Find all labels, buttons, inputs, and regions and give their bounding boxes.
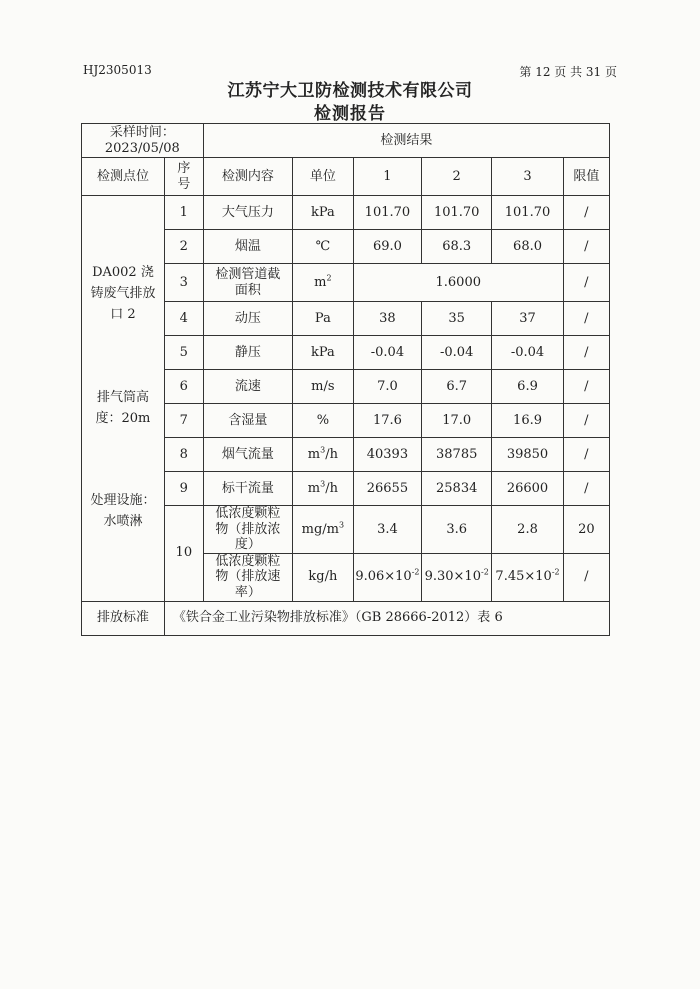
row-item: 动压 (203, 302, 292, 336)
results-table (81, 123, 610, 636)
row-limit: / (563, 302, 609, 336)
row-unit: % (292, 404, 353, 438)
col-header-item: 检测内容 (203, 158, 292, 196)
results-header: 检测结果 (203, 124, 609, 158)
row-value-1: 69.0 (353, 230, 421, 264)
row-value-1: 7.0 (353, 370, 421, 404)
row-unit: Pa (292, 302, 353, 336)
row-item: 含湿量 (203, 404, 292, 438)
unit-sup: 2 (326, 273, 332, 283)
col-header-2: 2 (422, 158, 492, 196)
row-limit: / (563, 404, 609, 438)
value-exp: -2 (411, 568, 420, 578)
row-limit: / (563, 553, 609, 601)
row-item: 标干流量 (203, 472, 292, 506)
value-exp: -2 (551, 568, 560, 578)
unit-sup: 3 (320, 445, 326, 455)
row-value-2 (422, 553, 492, 601)
row-unit: m/s (292, 370, 353, 404)
row-limit: / (563, 336, 609, 370)
row-unit: kPa (292, 196, 353, 230)
row-value-2: 3.6 (422, 506, 492, 554)
row-unit: ℃ (292, 230, 353, 264)
point-name: DA002 浇铸废气排放口 2 (90, 265, 156, 323)
value-base: 9.30×10 (424, 569, 481, 585)
company-name: 江苏宁大卫防检测技术有限公司 (227, 81, 473, 101)
value-base: 7.45×10 (495, 569, 552, 585)
row-unit (292, 472, 353, 506)
row-seq: 10 (164, 506, 203, 602)
row-unit (292, 438, 353, 472)
row-value-merged: 1.6000 (353, 264, 563, 302)
row-value-1: 40393 (353, 438, 421, 472)
col-header-limit: 限值 (563, 158, 609, 196)
row-value-2: 68.3 (422, 230, 492, 264)
row-item: 大气压力 (203, 196, 292, 230)
row-value-2: 17.0 (422, 404, 492, 438)
col-header-unit: 单位 (292, 158, 353, 196)
report-title: 检测报告 (314, 104, 386, 124)
col-header-3: 3 (492, 158, 563, 196)
standard-text: 《铁合金工业污染物排放标准》（GB 28666-2012）表 6 (164, 601, 609, 635)
row-item: 低浓度颗粒物（排放浓度） (203, 506, 292, 554)
unit-tail: /h (325, 480, 338, 496)
value-exp: -2 (480, 568, 489, 578)
row-value-3: 6.9 (492, 370, 563, 404)
unit-sup: 3 (339, 520, 345, 530)
row-seq: 5 (164, 336, 203, 370)
row-seq: 7 (164, 404, 203, 438)
row-item: 静压 (203, 336, 292, 370)
row-seq: 4 (164, 302, 203, 336)
row-item: 检测管道截面积 (203, 264, 292, 302)
row-value-3: 2.8 (492, 506, 563, 554)
row-value-3: 16.9 (492, 404, 563, 438)
row-limit: 20 (563, 506, 609, 554)
row-value-2: 25834 (422, 472, 492, 506)
value-base: 9.06×10 (355, 569, 412, 585)
row-unit (292, 264, 353, 302)
row-value-2: -0.04 (422, 336, 492, 370)
row-value-3: -0.04 (492, 336, 563, 370)
unit-sup: 3 (320, 479, 326, 489)
row-seq: 2 (164, 230, 203, 264)
row-seq: 8 (164, 438, 203, 472)
row-value-1: -0.04 (353, 336, 421, 370)
row-value-1: 101.70 (353, 196, 421, 230)
unit-base: m (314, 274, 327, 290)
row-value-2: 6.7 (422, 370, 492, 404)
row-item: 烟温 (203, 230, 292, 264)
row-value-1: 17.6 (353, 404, 421, 438)
row-value-2: 101.70 (422, 196, 492, 230)
sampling-time-cell (82, 124, 204, 158)
row-seq: 6 (164, 370, 203, 404)
row-value-3: 37 (492, 302, 563, 336)
point-info-cell (82, 196, 165, 602)
treatment-facility: 处理设施：水喷淋 (90, 493, 156, 530)
row-limit: / (563, 472, 609, 506)
row-limit: / (563, 370, 609, 404)
unit-base: m (307, 480, 321, 496)
row-limit: / (563, 264, 609, 302)
unit-base: mg/m (301, 521, 339, 537)
row-limit: / (563, 196, 609, 230)
sampling-date: 2023/05/08 (104, 140, 180, 156)
row-value-1: 38 (353, 302, 421, 336)
row-seq: 3 (164, 264, 203, 302)
row-unit: kPa (292, 336, 353, 370)
row-value-3: 68.0 (492, 230, 563, 264)
row-unit: kg/h (292, 553, 353, 601)
row-value-1 (353, 553, 421, 601)
row-item: 低浓度颗粒物（排放速率） (203, 553, 292, 601)
row-item: 流速 (203, 370, 292, 404)
unit-base: m (307, 446, 321, 462)
row-item: 烟气流量 (203, 438, 292, 472)
col-header-1: 1 (353, 158, 421, 196)
sampling-time-label: 采样时间： (109, 124, 175, 140)
stack-height: 排气筒高度：20m (95, 389, 151, 426)
row-limit: / (563, 438, 609, 472)
col-header-seq: 序号 (164, 158, 203, 196)
row-limit: / (563, 230, 609, 264)
row-value-3: 39850 (492, 438, 563, 472)
row-seq: 9 (164, 472, 203, 506)
row-unit (292, 506, 353, 554)
row-value-1: 3.4 (353, 506, 421, 554)
row-value-3: 101.70 (492, 196, 563, 230)
col-header-point: 检测点位 (82, 158, 165, 196)
document-id: HJ2305013 (83, 63, 152, 77)
row-value-2: 38785 (422, 438, 492, 472)
unit-tail: /h (325, 446, 338, 462)
standard-label: 排放标准 (82, 601, 165, 635)
row-value-3: 26600 (492, 472, 563, 506)
row-seq: 1 (164, 196, 203, 230)
row-value-2: 35 (422, 302, 492, 336)
row-value-1: 26655 (353, 472, 421, 506)
page-number: 第 12 页 共 31 页 (519, 65, 617, 79)
row-value-3 (492, 553, 563, 601)
